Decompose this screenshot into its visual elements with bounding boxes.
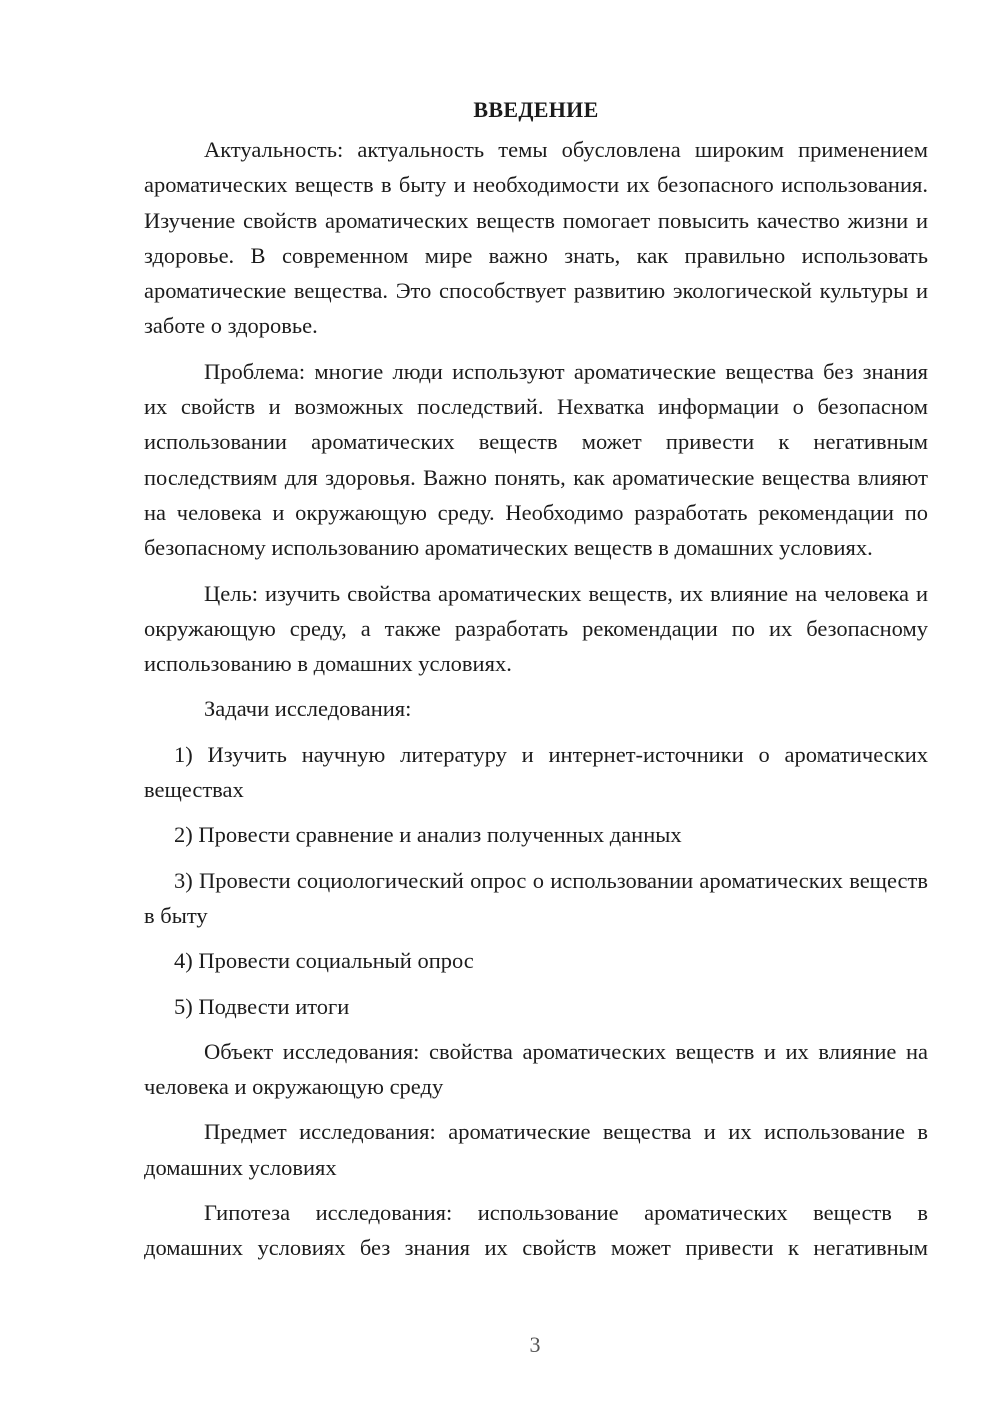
tasks-heading: Задачи исследования: (204, 696, 412, 722)
subject-paragraph: Предмет исследования: ароматические вещества и их использование в домашних условиях (144, 1119, 928, 1180)
page-title: ВВЕДЕНИЕ (473, 97, 599, 122)
problem-paragraph: Проблема: многие люди используют ароматические вещества без знания их свойств и возможных последствий. Нехватка информации о безопасном использовании ароматических веществ может привести к негативным последствиям для здоровья. Важно понять, как ароматические вещества влияют на человека и окружающую среду. Необходимо разработать рекомендации по безопасному использованию ароматических веществ в домашних условиях. (144, 358, 928, 561)
task-item-2: 2) Провести сравнение и анализ полученных данных (174, 822, 682, 848)
task-item-1: 1) Изучить научную литературу и интернет-источники о ароматических веществах (144, 741, 928, 803)
object-paragraph: Объект исследования: свойства ароматических веществ и их влияние на человека и окружающую среду (144, 1038, 928, 1100)
page-number: 3 (529, 1332, 541, 1357)
relevance-paragraph: Актуальность: актуальность темы обусловлена широким применением ароматических веществ в быту и необходимости их безопасного использования. Изучение свойств ароматических веществ помогает повысить качество жизни и здоровье. В современном мире важно знать, как правильно использовать ароматические вещества. Это способствует развитию экологической культуры и заботе о здоровье. (144, 137, 928, 339)
task-item-3: 3) Провести социологический опрос о использовании ароматических веществ в быту (144, 867, 928, 928)
task-item-4: 4) Провести социальный опрос (174, 948, 474, 974)
document-page (144, 92, 928, 1266)
goal-paragraph: Цель: изучить свойства ароматических веществ, их влияние на человека и окружающую среду, а также разработать рекомендации по их безопасному использованию в домашних условиях. (144, 580, 928, 677)
hypothesis-paragraph: Гипотеза исследования: использование ароматических веществ в домашних условиях без знания их свойств может привести к негативным (144, 1200, 928, 1261)
task-item-5: 5) Подвести итоги (174, 993, 350, 1019)
